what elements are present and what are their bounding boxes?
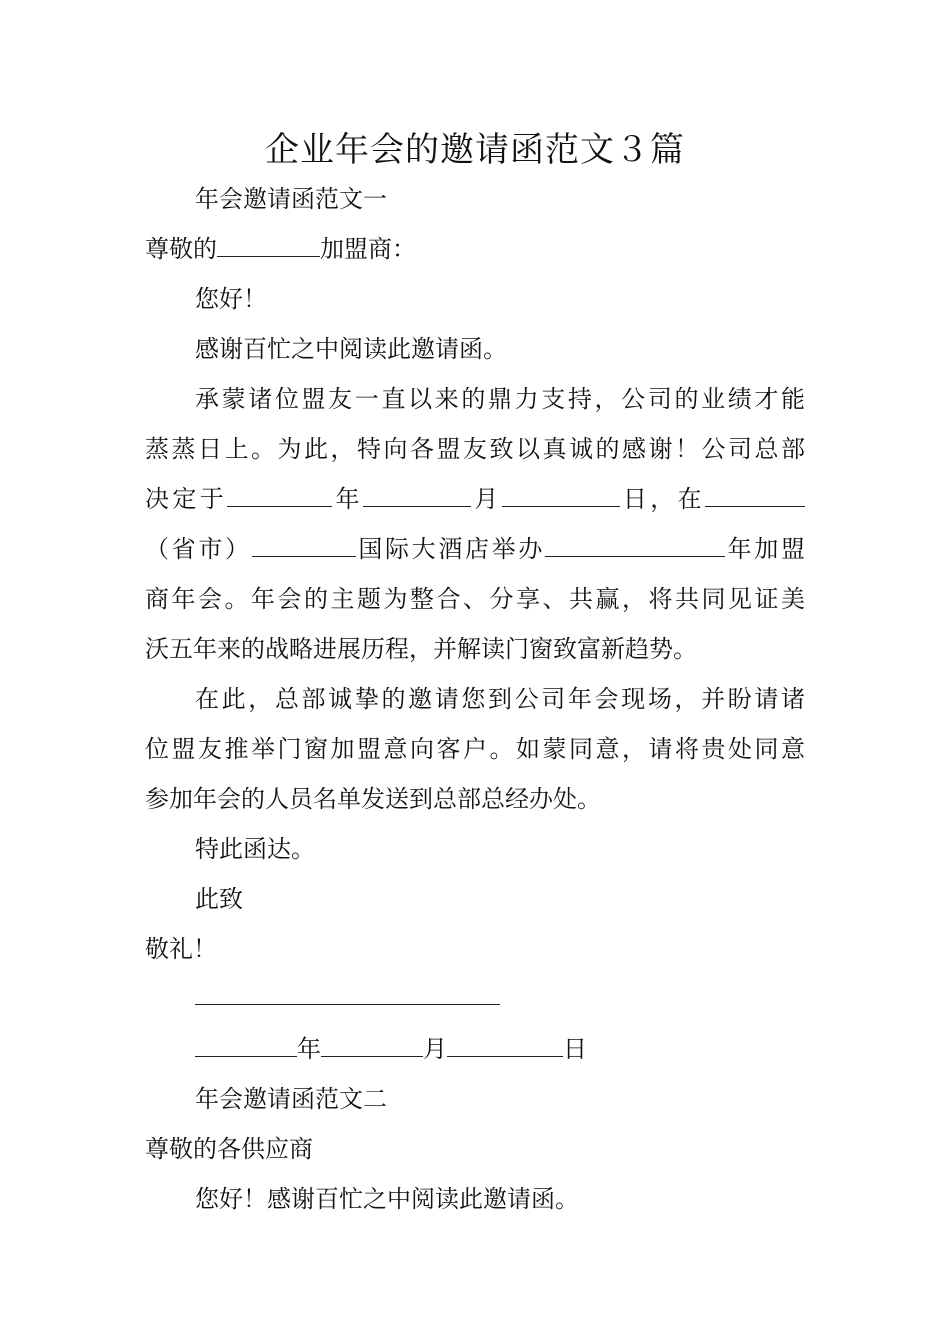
section2-greeting: 尊敬的各供应商 <box>145 1135 313 1163</box>
fill-blank <box>363 484 471 507</box>
closing-line-2: 此致 <box>195 885 243 913</box>
closing-line-3: 敬礼！ <box>145 935 217 963</box>
greeting-line <box>145 232 805 266</box>
paragraph2-line3: 参加年会的人员名单发送到总部总经办处。 <box>145 785 601 813</box>
date-year-label: 年 <box>297 1035 321 1063</box>
section-heading-1: 年会邀请函范文一 <box>195 185 387 213</box>
hello-line: 您好！ <box>195 285 267 313</box>
fill-blank <box>252 534 356 557</box>
section2-hello: 您好！感谢百忙之中阅读此邀请函。 <box>195 1185 579 1213</box>
fill-blank <box>705 484 805 507</box>
date-line <box>195 1032 805 1066</box>
text-segment: 年 <box>332 485 363 513</box>
date-month-label: 月 <box>423 1035 447 1063</box>
paragraph2-line2: 位盟友推举门窗加盟意向客户。如蒙同意，请将贵处同意 <box>145 735 805 763</box>
fill-blank <box>321 1034 423 1057</box>
section-heading-2: 年会邀请函范文二 <box>195 1085 387 1113</box>
text-segment: （省市） <box>145 535 252 563</box>
fill-blank <box>227 484 332 507</box>
paragraph2-line1: 在此，总部诚挚的邀请您到公司年会现场，并盼请诸 <box>195 685 805 713</box>
text-segment: 年加盟 <box>725 535 806 563</box>
fill-blank <box>447 1034 563 1057</box>
signature-line <box>195 1004 500 1005</box>
paragraph1-line2: 蒸蒸日上。为此，特向各盟友致以真诚的感谢！公司总部 <box>145 435 805 463</box>
text-segment: 月 <box>470 485 502 513</box>
closing-line-1: 特此函达。 <box>195 835 315 863</box>
greeting-suffix: 加盟商： <box>320 235 416 263</box>
fill-blank <box>217 234 320 257</box>
fill-blank <box>545 534 725 557</box>
greeting-prefix: 尊敬的 <box>145 235 217 263</box>
text-segment: 决定于 <box>145 485 228 513</box>
fill-blank <box>195 1034 297 1057</box>
thanks-line: 感谢百忙之中阅读此邀请函。 <box>195 335 507 363</box>
text-segment: 国际大酒店举办 <box>355 535 546 563</box>
paragraph1-line4 <box>145 532 805 566</box>
paragraph1-line6: 沃五年来的战略进展历程，并解读门窗致富新趋势。 <box>145 635 697 663</box>
paragraph1-line5: 商年会。年会的主题为整合、分享、共赢，将共同见证美 <box>145 585 805 613</box>
paragraph1-line1: 承蒙诸位盟友一直以来的鼎力支持，公司的业绩才能 <box>195 385 805 413</box>
text-segment: 日，在 <box>619 485 706 513</box>
date-day-label: 日 <box>563 1035 587 1063</box>
document-title: 企业年会的邀请函范文３篇 <box>265 130 685 170</box>
paragraph1-line3 <box>145 482 805 516</box>
fill-blank <box>502 484 620 507</box>
